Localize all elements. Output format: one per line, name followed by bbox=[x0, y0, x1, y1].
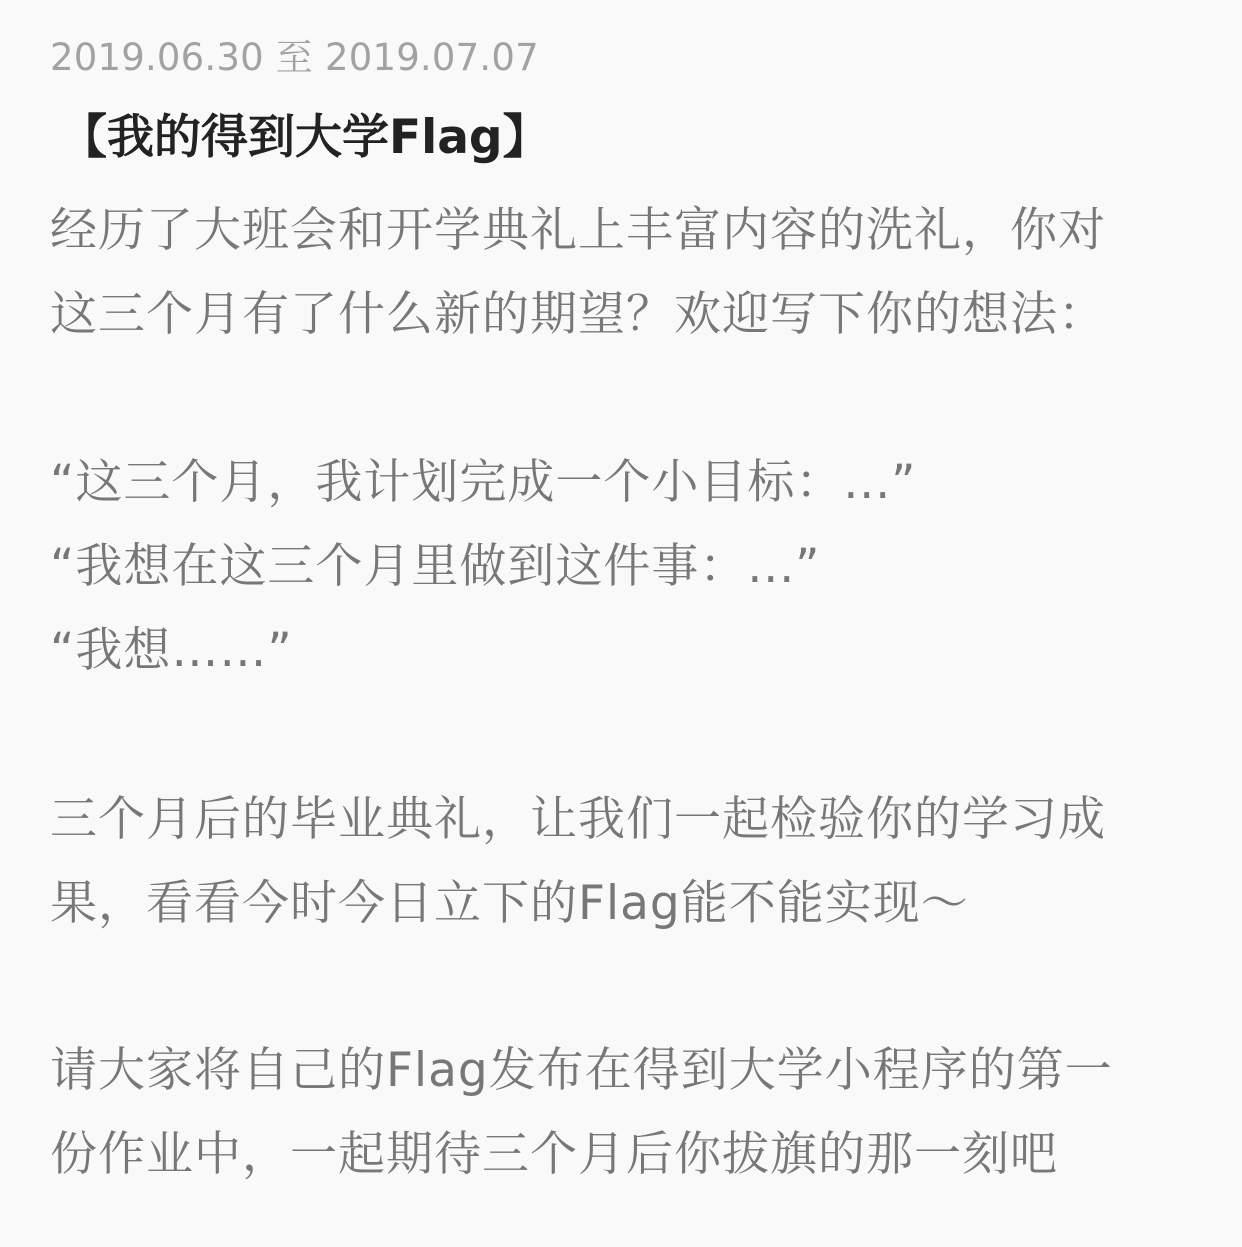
example-quote-2: “我想在这三个月里做到这件事：...” bbox=[50, 539, 821, 594]
example-quote-3: “我想……” bbox=[50, 623, 293, 678]
example-quote-1: “这三个月，我计划完成一个小目标：...” bbox=[50, 455, 917, 510]
post-title: 【我的得到大学Flag】 bbox=[60, 110, 550, 165]
date-range: 2019.06.30 至 2019.07.07 bbox=[50, 36, 539, 79]
body-paragraph-1-line-1: 经历了大班会和开学典礼上丰富内容的洗礼，你对 bbox=[50, 203, 1106, 258]
body-paragraph-1-line-2: 这三个月有了什么新的期望？欢迎写下你的想法： bbox=[50, 287, 1106, 342]
body-paragraph-3-line-1: 请大家将自己的Flag发布在得到大学小程序的第一 bbox=[50, 1043, 1113, 1098]
body-paragraph-2-line-2: 果，看看今时今日立下的Flag能不能实现～ bbox=[50, 876, 969, 931]
body-paragraph-2-line-1: 三个月后的毕业典礼，让我们一起检验你的学习成 bbox=[50, 792, 1106, 847]
body-paragraph-3-line-2: 份作业中，一起期待三个月后你拔旗的那一刻吧 bbox=[50, 1127, 1058, 1182]
